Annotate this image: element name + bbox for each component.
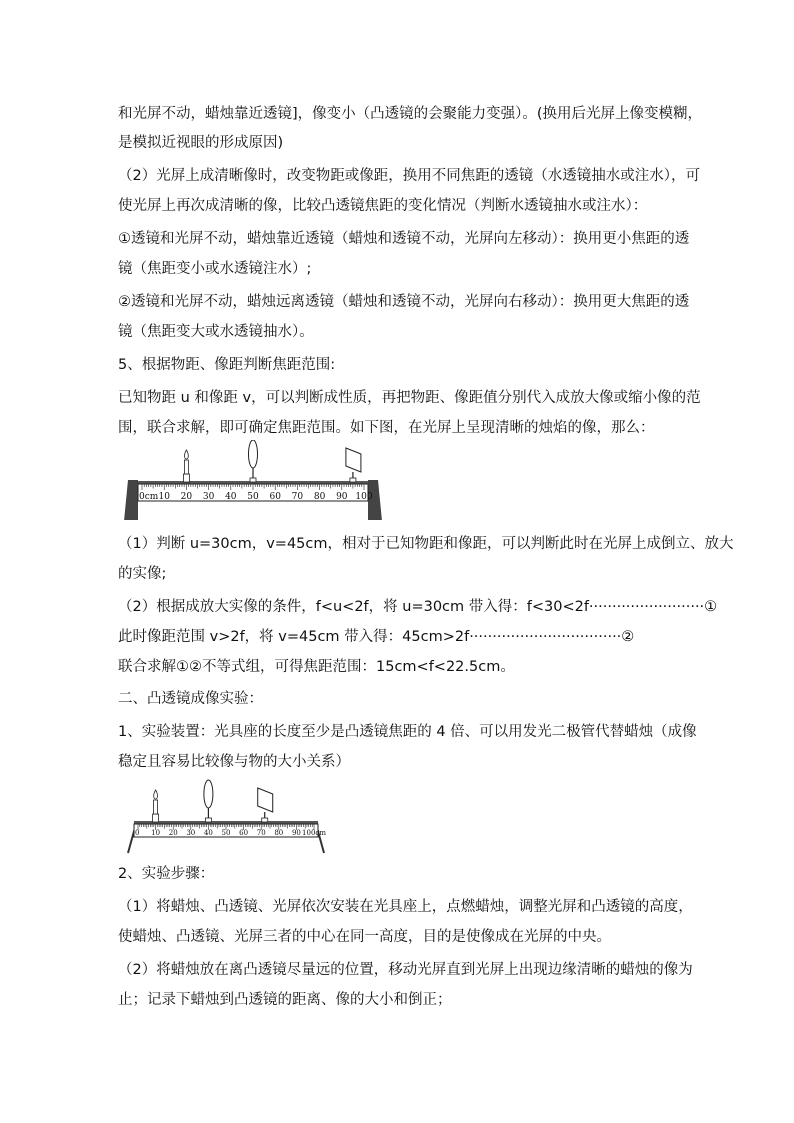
tick-label: 10 (158, 492, 170, 502)
text-line-19: 稳定且容易比较像与物的大小关系） (118, 754, 350, 770)
light-screen (346, 448, 361, 472)
text-line-10: 已知物距 u 和像距 v，可以判断成性质，再把物距、像距值分别代入成放大像或缩小像的范 (118, 390, 701, 406)
text-line-24: 止；记录下蜡烛到凸透镜的距离、像的大小和倒正； (118, 992, 452, 1008)
candle-flame (154, 790, 158, 799)
text-line-2: 是模拟近视眼的形成原因) (118, 135, 284, 151)
tick-label: 60 (239, 829, 249, 837)
text-line-20: 2、实验步骤： (118, 866, 215, 882)
tick-label: 70 (291, 492, 304, 502)
tick-label: 0 (135, 829, 140, 837)
tick-label: 60 (269, 492, 281, 502)
candle-holder (153, 814, 159, 822)
candle (154, 800, 158, 814)
candle (184, 460, 188, 474)
text-line-14: （2）根据成放大实像的条件，f<u<2f，将 u=30cm 带入得：f<30<2f·························① (118, 599, 718, 615)
tick-label: 100cm (302, 829, 326, 837)
tick-label: 40 (203, 829, 213, 837)
text-line-13: 的实像; (118, 566, 167, 582)
text-line-15: 此时像距范围 v>2f，将 v=45cm 带入得：45cm>2f·································② (118, 629, 635, 645)
tick-label: 10 (151, 829, 161, 837)
tick-label: 40 (225, 492, 237, 502)
text-line-21: （1）将蜡烛、凸透镜、光屏依次安装在光具座上，点燃蜡烛，调整光屏和凸透镜的高度， (118, 899, 693, 915)
tick-label: 90 (291, 829, 301, 837)
lens-holder (205, 818, 211, 822)
tick-label: 20 (168, 829, 178, 837)
optical-bench-figure-2 (126, 776, 326, 860)
text-line-3: （2）光屏上成清晰像时，改变物距或像距，换用不同焦距的透镜（水透镜抽水或注水），可 (118, 168, 700, 184)
text-line-8: 镜（焦距变大或水透镜抽水）。 (118, 324, 314, 340)
tick-label: 70 (256, 829, 266, 837)
tick-label: 80 (274, 829, 284, 837)
tick-label: 100 (355, 492, 373, 502)
text-line-4: 使光屏上再次成清晰的像，比较凸透镜焦距的变化情况（判断水透镜抽水或注水）： (118, 198, 648, 214)
tick-label: 90 (336, 492, 348, 502)
text-line-6: 镜（焦距变小或水透镜注水）; (118, 261, 312, 277)
section-heading-2: 二、凸透镜成像实验： (118, 691, 263, 707)
text-line-11: 围，联合求解，即可确定焦距范围。如下图，在光屏上呈现清晰的烛焰的像，那么： (118, 420, 655, 436)
left-support (124, 480, 138, 520)
tick-label: 20 (180, 492, 193, 502)
text-line-7: ②透镜和光屏不动，蜡烛远离透镜（蜡烛和透镜不动，光屏向右移动）：换用更大焦距的透 (118, 294, 690, 310)
text-line-18: 1、实验装置：光具座的长度至少是凸透镜焦距的 4 倍、可以用发光二极管代替蜡烛（成像 (118, 724, 697, 740)
convex-lens (249, 440, 258, 468)
text-line-1: 和光屏不动，蜡烛靠近透镜]，像变小（凸透镜的会聚能力变强）。(换用后光屏上像变模糊， (118, 106, 703, 122)
text-line-23: （2）将蜡烛放在离凸透镜尽量远的位置，移动光屏直到光屏上出现边缘清晰的蜡烛的像为 (118, 962, 693, 978)
tick-label: 0cm (139, 492, 159, 502)
candle-flame (185, 450, 189, 459)
tick-label: 50 (221, 829, 231, 837)
section-heading-5: 5、根据物距、像距判断焦距范围: (118, 357, 336, 373)
text-line-16: 联合求解①②不等式组，可得焦距范围：15cm<f<22.5cm。 (118, 659, 515, 675)
convex-lens (204, 780, 213, 808)
optical-bench-figure-1 (118, 440, 388, 524)
text-line-12: （1）判断 u=30cm，v=45cm，相对于已知物距和像距，可以判断此时在光屏上成倒立、放大 (118, 536, 734, 552)
tick-label: 50 (247, 492, 259, 502)
screen-holder (262, 818, 268, 822)
tick-label: 30 (186, 829, 196, 837)
tick-label: 80 (313, 492, 326, 502)
text-line-5: ①透镜和光屏不动，蜡烛靠近透镜（蜡烛和透镜不动，光屏向左移动）：换用更小焦距的透 (118, 231, 690, 247)
screen-holder (350, 478, 356, 482)
lens-holder (250, 478, 256, 482)
tick-label: 30 (202, 492, 215, 502)
candle-holder (183, 474, 189, 482)
light-screen (258, 788, 273, 812)
text-line-22: 使蜡烛、凸透镜、光屏三者的中心在同一高度，目的是使像成在光屏的中央。 (118, 929, 611, 945)
